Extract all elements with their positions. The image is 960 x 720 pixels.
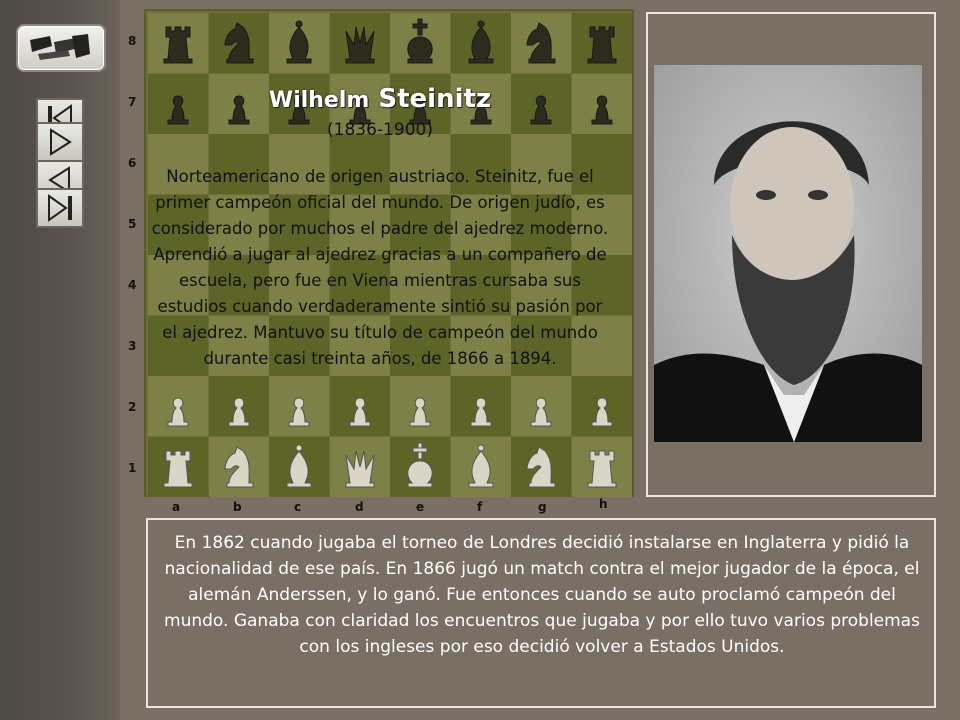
portrait-photo	[654, 65, 922, 442]
pawn-piece-icon	[451, 376, 511, 436]
rank-label: 4	[128, 278, 137, 292]
knight-piece-icon	[511, 437, 571, 497]
file-label: e	[416, 500, 425, 514]
bishop-piece-icon	[451, 437, 511, 497]
player-bio: Norteamericano de origen austriaco. Steinitz, fue el primer campeón oficial del mundo. De origen judío, es considerado por muchos el padre del ajedrez moderno. Aprendió a jugar al ajedrez gracias a un compañero de escuela, pero fue en Viena mientras cursaba sus estudios cuando verdaderamente sintió su pasión por el ajedrez. Mantuvo su título de campeón del mundo durante casi treinta años, de 1866 a 1894.	[151, 167, 609, 368]
queen-piece-icon	[330, 437, 390, 497]
book-logo-icon	[18, 26, 104, 70]
king-piece-icon	[390, 13, 450, 73]
play-forward-icon	[45, 127, 75, 157]
skip-to-end-icon	[45, 193, 75, 223]
portrait-image	[654, 65, 922, 442]
bishop-piece-icon	[269, 13, 329, 73]
player-bio-overlay	[150, 84, 610, 372]
rank-label: 5	[128, 217, 137, 231]
file-label: f	[477, 500, 483, 514]
file-label: a	[172, 500, 181, 514]
rook-piece-icon	[572, 437, 632, 497]
rank-label: 6	[128, 156, 137, 170]
rank-label: 7	[128, 95, 137, 109]
file-label: d	[355, 500, 364, 514]
file-label: h	[599, 497, 608, 511]
player-years: (1836-1900)	[327, 120, 433, 140]
last-button[interactable]	[36, 188, 84, 228]
next-button[interactable]	[36, 122, 84, 162]
knight-piece-icon	[511, 13, 571, 73]
story-text: En 1862 cuando jugaba el torneo de Londres decidió instalarse en Inglaterra y pidió la nacionalidad de ese país. En 1866 jugó un match contra el mejor jugador de la época, el alemán Anderssen, y lo ganó. Fue entonces cuando se auto proclamó campeón del mundo. Ganaba con claridad los encuentros que jugaba y por ello tuvo varios problemas con los ingleses por eso decidió volver a Estados Unidos.	[164, 533, 920, 657]
pawn-piece-icon	[330, 376, 390, 436]
knight-piece-icon	[209, 437, 269, 497]
rank-label: 3	[128, 339, 137, 353]
queen-piece-icon	[330, 13, 390, 73]
pawn-piece-icon	[390, 376, 450, 436]
pawn-piece-icon	[269, 376, 329, 436]
rook-piece-icon	[572, 13, 632, 73]
rook-piece-icon	[148, 13, 208, 73]
bishop-piece-icon	[269, 437, 329, 497]
rank-label: 8	[128, 34, 137, 48]
knight-piece-icon	[209, 13, 269, 73]
player-first-name: Wilhelm	[268, 88, 370, 113]
rook-piece-icon	[148, 437, 208, 497]
file-label: b	[233, 500, 242, 514]
sidebar	[0, 0, 120, 720]
pawn-piece-icon	[511, 376, 571, 436]
rank-label: 2	[128, 400, 137, 414]
bishop-piece-icon	[451, 13, 511, 73]
pawn-piece-icon	[209, 376, 269, 436]
pawn-piece-icon	[572, 376, 632, 436]
king-piece-icon	[390, 437, 450, 497]
home-logo-button[interactable]	[16, 24, 106, 72]
player-last-name: Steinitz	[378, 84, 492, 114]
file-label: g	[538, 500, 547, 514]
file-label: c	[294, 500, 302, 514]
rank-label: 1	[128, 461, 137, 475]
pawn-piece-icon	[148, 376, 208, 436]
player-name	[150, 84, 610, 114]
